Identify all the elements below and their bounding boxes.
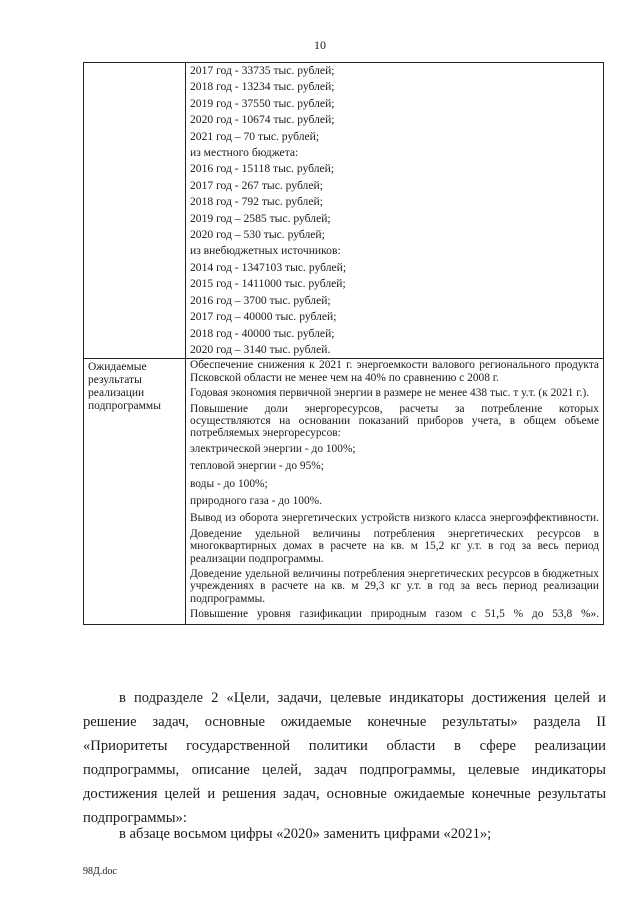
result-item: Доведение удельной величины потребления энергетических ресурсов в бюджетных учреждениях в расчете на кв. м 29,3 кг у.т. в год за весь период реализации подпрограммы. [190,568,599,605]
result-item: тепловой энергии - до 95%; [190,460,324,473]
result-item: природного газа - до 100%. [190,494,322,507]
funding-line: 2020 год – 530 тыс. рублей; [190,228,325,242]
funding-line: из внебюджетных источников: [190,244,341,258]
result-item: электрической энергии - до 100%; [190,442,356,455]
amendment-paragraph-second: в абзаце восьмом цифры «2020» заменить цифрами «2021»; [119,826,492,842]
result-item: Обеспечение снижения к 2021 г. энергоемкости валового регионального продукта Псковской области не менее чем на 40% по сравнению с 2008 г. [190,359,599,384]
result-item: Вывод из оборота энергетических устройств низкого класса энергоэффективности. [190,512,599,525]
funding-label-cell [84,63,186,359]
funding-line: 2020 год – 3140 тыс. рублей. [190,342,331,356]
funding-line: 2019 год – 2585 тыс. рублей; [190,211,331,225]
funding-line: 2019 год - 37550 тыс. рублей; [190,96,335,110]
funding-line: 2018 год - 792 тыс. рублей; [190,195,323,209]
funding-line: 2014 год - 1347103 тыс. рублей; [190,260,347,274]
results-content-cell [186,359,604,624]
funding-line: 2018 год - 40000 тыс. рублей; [190,326,335,340]
results-label: Ожидаемые результаты реализации подпрограммы [84,359,186,624]
funding-row [84,63,604,359]
funding-content-cell [186,63,604,359]
funding-line: 2020 год - 10674 тыс. рублей; [190,113,335,127]
funding-line: 2015 год - 1411000 тыс. рублей; [190,277,346,291]
subprogram-passport-table [83,62,604,625]
funding-line: 2018 год - 13234 тыс. рублей; [190,80,335,94]
amendment-paragraph: в подразделе 2 «Цели, задачи, целевые индикаторы достижения целей и решение задач, основные ожидаемые конечные результаты» раздела II «Приоритеты государственной политики области в сфере реализации подпрограммы, описание целей, задач подпрограммы, целевые индикаторы достижения целей и решения задач, основные ожидаемые конечные результаты подпрограммы»: [83,690,606,826]
result-item: воды - до 100%; [190,477,268,490]
result-item: Доведение удельной величины потребления энергетических ресурсов в многоквартирных домах в расчете на кв. м 15,2 кг у.т. в год за весь период реализации подпрограммы. [190,527,599,565]
funding-line: 2016 год - 15118 тыс. рублей; [190,162,335,176]
funding-line: 2016 год – 3700 тыс. рублей; [190,293,331,307]
results-row [84,359,604,624]
result-item: Годовая экономия первичной энергии в размере не менее 438 тыс. т у.т. (к 2021 г.). [190,387,590,400]
result-item: Повышение уровня газификации природным газом с 51,5 % до 53,8 %». [190,608,599,621]
funding-line: 2021 год – 70 тыс. рублей; [190,129,320,143]
file-name-footer: 98Д.doc [83,866,117,877]
funding-line: 2017 год – 40000 тыс. рублей; [190,310,337,324]
page-number: 10 [314,38,326,52]
funding-line: из местного бюджета: [190,146,299,160]
funding-line: 2017 год - 33735 тыс. рублей; [190,64,335,77]
result-item: Повышение доли энергоресурсов, расчеты за потребление которых осуществляются на основании показаний приборов учета, в общем объеме потребляемых энергоресурсов: [190,402,599,440]
funding-line: 2017 год - 267 тыс. рублей; [190,178,323,192]
